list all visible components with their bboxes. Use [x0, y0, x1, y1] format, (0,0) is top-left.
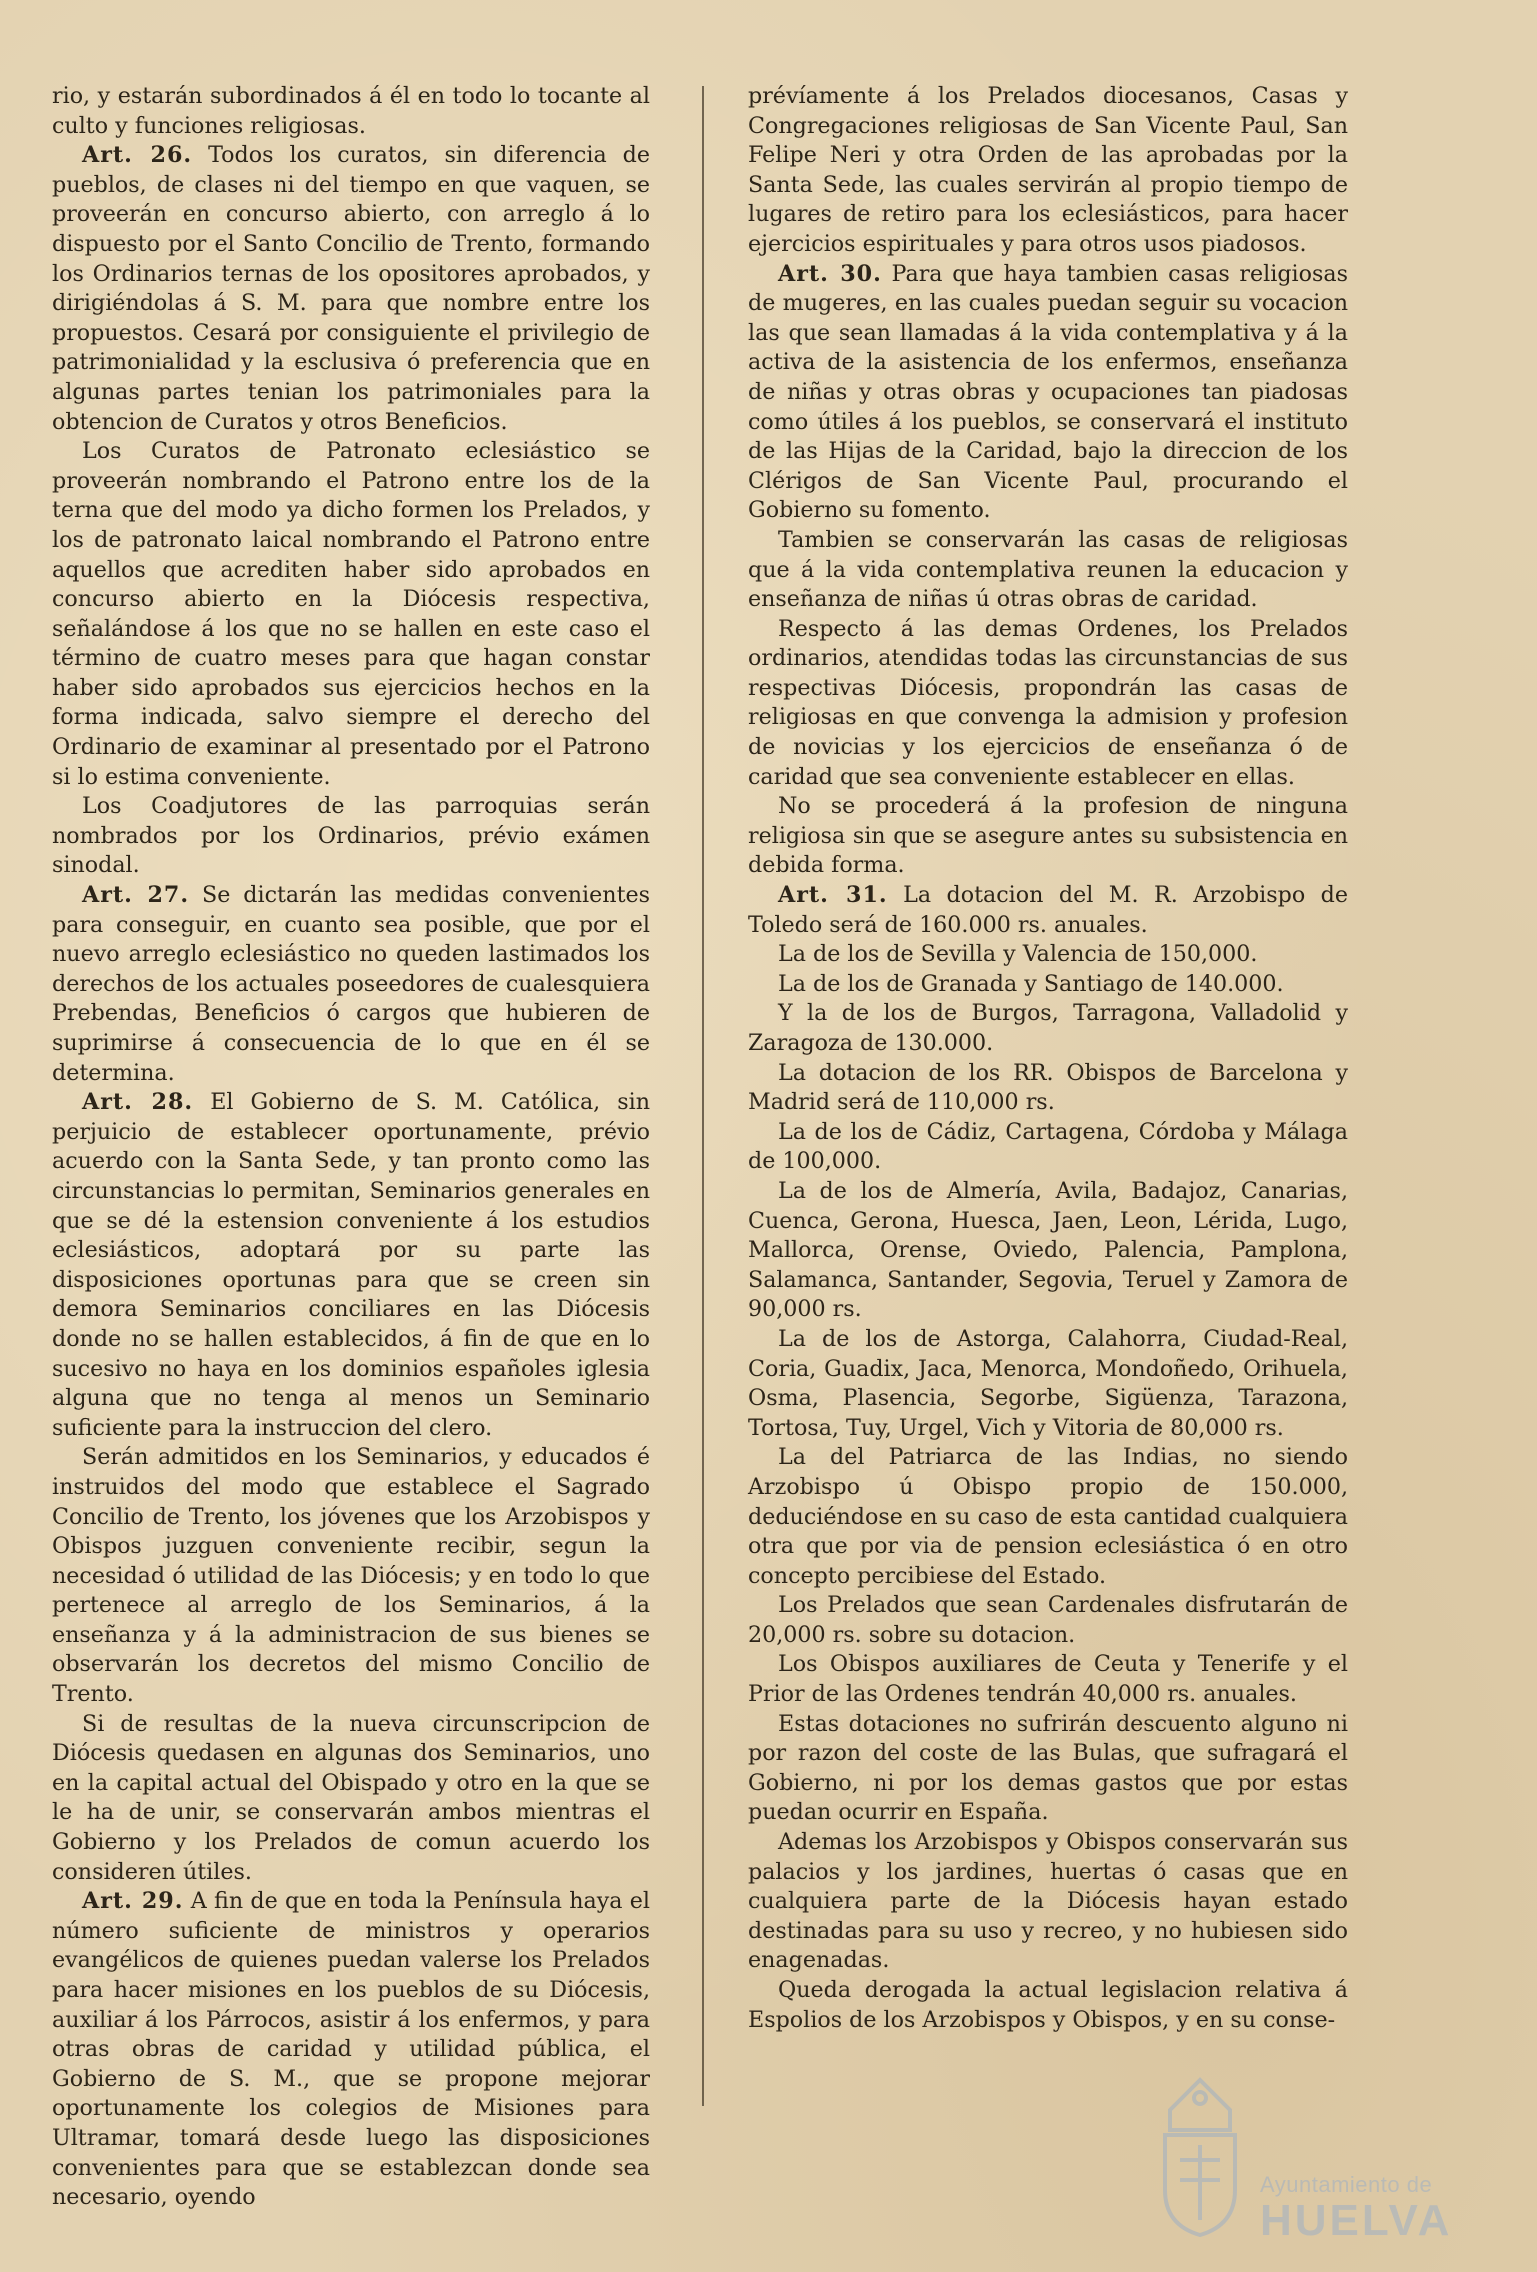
huelva-crest-icon — [1150, 2070, 1250, 2240]
paragraph — [748, 1443, 1348, 1591]
paragraph — [748, 940, 1348, 970]
paragraph-text: La de los de Almería, Avila, Badajoz, Canarias, Cuenca, Gerona, Huesca, Jaen, Leon, Lérida, Lugo, Mallorca, Orense, Oviedo, Palencia, Pamplona, Salamanca, Santander, Segovia, Teruel y Zamora de 90,000 rs. — [748, 1177, 1348, 1323]
right-column — [748, 82, 1348, 2035]
paragraph — [52, 1710, 650, 1888]
paragraph — [748, 792, 1348, 881]
article-number: Art. 30. — [778, 260, 882, 287]
paragraph — [52, 141, 650, 437]
paragraph — [748, 999, 1348, 1058]
paragraph — [748, 1177, 1348, 1325]
paragraph — [748, 1325, 1348, 1443]
paragraph-text: Todos los curatos, sin diferencia de pueblos, de clases ni del tiempo en que vaquen, se proveerán en concurso abierto, con arreglo á lo dispuesto por el Santo Concilio de Trento, formando los Ordinarios ternas de los opositores aprobados, y dirigiéndolas á S. M. para que nombre entre los propuestos. Cesará por consiguiente el privilegio de patrimonialidad y la esclusiva ó preferencia que en algunas partes tenian los patrimoniales para la obtencion de Curatos y otros Beneficios. — [52, 142, 650, 435]
paragraph-text: Ademas los Arzobispos y Obispos conservarán sus palacios y los jardines, huertas ó casas que en cualquiera parte de la Diócesis hayan estado destinadas para su uso y recreo, y no hubiesen sido enagenadas. — [748, 1829, 1348, 1974]
paragraph — [748, 82, 1348, 260]
paragraph-text: Y la de los de Burgos, Tarragona, Valladolid y Zaragoza de 130.000. — [748, 1000, 1348, 1056]
paragraph — [52, 437, 650, 792]
paragraph — [52, 1887, 650, 2213]
paragraph-text: Se dictarán las medidas convenientes para conseguir, en cuanto sea posible, que por el nuevo arreglo eclesiástico no queden lastimados los derechos de los actuales poseedores de cualesquiera Prebendas, Beneficios ó cargos que hubieren de suprimirse á consecuencia de lo que en él se determina. — [52, 882, 651, 1086]
paragraph-text: Los Curatos de Patronato eclesiástico se proveerán nombrando el Patrono entre los de la terna que del modo ya dicho formen los Prelados, y los de patronato laical nombrando el Patrono entre aquellos que acrediten haber sido aprobados en concurso abierto en la Diócesis respectiva, señalándose á los que no se hallen en este caso el término de cuatro meses para que hagan constar haber sido aprobados sus ejercicios hechos en la forma indicada, salvo siempre el derecho del Ordinario de examinar al presentado por el Patrono si lo estima conveniente. — [52, 438, 650, 790]
paragraph-text: Queda derogada la actual legislacion relativa á Espolios de los Arzobispos y Obispos, y en su conse- — [748, 1977, 1348, 2033]
paragraph — [52, 792, 650, 881]
paragraph-text: La dotacion del M. R. Arzobispo de Toledo será de 160.000 rs. anuales. — [748, 882, 1348, 938]
paragraph-text: La de los de Sevilla y Valencia de 150,000. — [778, 941, 1258, 968]
paragraph-text: La de los de Cádiz, Cartagena, Córdoba y Málaga de 100,000. — [748, 1118, 1348, 1175]
paragraph-text: Los Coadjutores de las parroquias serán nombrados por los Ordinarios, prévio exámen sinodal. — [52, 793, 650, 879]
paragraph-text: La de los de Granada y Santiago de 140.000. — [778, 970, 1284, 997]
paragraph — [52, 82, 650, 141]
paragraph-text: Los Obispos auxiliares de Ceuta y Tenerife y el Prior de las Ordenes tendrán 40,000 rs. anuales. — [748, 1651, 1348, 1708]
paragraph — [748, 1710, 1348, 1828]
paragraph-text: Serán admitidos en los Seminarios, y educados é instruidos del modo que establece el Sagrado Concilio de Trento, los jóvenes que los Arzobispos y Obispos juzguen conveniente recibir, segun la necesidad ó utilidad de las Diócesis; y en todo lo que pertenece al arreglo de los Seminarios, á la enseñanza y á la administracion de sus bienes se observarán los decretos del mismo Concilio de Trento. — [52, 1444, 650, 1708]
article-number: Art. 29. — [82, 1888, 184, 1915]
paragraph-text: La del Patriarca de las Indias, no siendo Arzobispo ú Obispo propio de 150.000, deduciéndose en su caso de esta cantidad cualquiera otra que por via de pension eclesiástica ó en otro concepto percibiese del Estado. — [748, 1444, 1348, 1589]
paragraph — [748, 526, 1348, 615]
paragraph — [52, 1443, 650, 1709]
paragraph — [748, 881, 1348, 940]
paragraph-text: Estas dotaciones no sufrirán descuento alguno ni por razon del coste de las Bulas, que sufragará el Gobierno, ni por los demas gastos que por estas puedan ocurrir en España. — [748, 1710, 1348, 1826]
paragraph — [748, 260, 1348, 526]
article-number: Art. 26. — [82, 142, 193, 169]
paragraph-text: Si de resultas de la nueva circunscripcion de Diócesis quedasen en algunas dos Seminarios, uno en la capital actual del Obispado y otro en la que se le ha de unir, se conservarán ambos mientras el Gobierno y los Prelados de comun acuerdo los consideren útiles. — [52, 1710, 650, 1885]
paragraph — [748, 615, 1348, 793]
paragraph-text: No se procederá á la profesion de ninguna religiosa sin que se asegure antes su subsistencia en debida forma. — [748, 793, 1348, 879]
article-number: Art. 27. — [82, 882, 190, 909]
paragraph-text: Tambien se conservarán las casas de religiosas que á la vida contemplativa reunen la educacion y enseñanza de niñas ú otras obras de caridad. — [748, 526, 1348, 613]
paragraph-text: La de los de Astorga, Calahorra, Ciudad-Real, Coria, Guadix, Jaca, Menorca, Mondoñedo, Orihuela, Osma, Plasencia, Segorbe, Sigüenza, Tarazona, Tortosa, Tuy, Urgel, Vich y Vitoria de 80,000 rs. — [748, 1325, 1348, 1441]
paragraph — [748, 1650, 1348, 1709]
huelva-watermark — [1150, 2060, 1453, 2250]
paragraph-text: Los Prelados que sean Cardenales disfrutarán de 20,000 rs. sobre su dotacion. — [748, 1592, 1348, 1648]
paragraph-text: rio, y estarán subordinados á él en todo lo tocante al culto y funciones religiosas. — [52, 83, 650, 139]
paragraph — [748, 1059, 1348, 1118]
paragraph-text: prévíamente á los Prelados diocesanos, Casas y Congregaciones religiosas de San Vicente Paul, San Felipe Neri y otra Orden de las aprobadas por la Santa Sede, las cuales servirán al propio tiempo de lugares de retiro para los eclesiásticos, para hacer ejercicios espirituales y para otros usos piadosos. — [748, 83, 1348, 257]
paragraph-text: A fin de que en toda la Península haya el número suficiente de ministros y operarios evangélicos de quienes puedan valerse los Prelados para hacer misiones en los pueblos de su Diócesis, auxiliar á los Párrocos, asistir á los enfermos, y para otras obras de caridad y utilidad pública, el Gobierno de S. M., que se propone mejorar oportunamente los colegios de Misiones para Ultramar, tomará desde luego las disposiciones convenientes para que se establezcan donde sea necesario, oyendo — [52, 1888, 650, 2211]
left-column — [52, 82, 650, 2213]
article-number: Art. 31. — [778, 882, 888, 909]
paragraph-text: El Gobierno de S. M. Católica, sin perjuicio de establecer oportunamente, prévio acuerdo con la Santa Sede, y tan pronto como las circunstancias lo permitan, Seminarios generales en que se dé la estension conveniente á los estudios eclesiásticos, adoptará por su parte las disposiciones oportunas para que se creen sin demora Seminarios conciliares en las Diócesis donde no se hallen establecidos, á fin de que en lo sucesivo no haya en los dominios españoles iglesia alguna que no tenga al menos un Seminario suficiente para la instruccion del clero. — [52, 1089, 651, 1441]
paragraph — [748, 970, 1348, 1000]
paragraph-text: Para que haya tambien casas religiosas de mugeres, en las cuales puedan seguir su vocacion las que sean llamadas á la vida contemplativa y á la activa de la asistencia de los enfermos, enseñanza de niñas y otras obras y ocupaciones tan piadosas como útiles á los pueblos, se conservará el instituto de las Hijas de la Caridad, bajo la direccion de los Clérigos de San Vicente Paul, procurando el Gobierno su fomento. — [748, 260, 1348, 524]
column-divider — [702, 86, 704, 2106]
watermark-line1: Ayuntamiento de — [1260, 2172, 1433, 2197]
paragraph-text: La dotacion de los RR. Obispos de Barcelona y Madrid será de 110,000 rs. — [748, 1059, 1348, 1116]
paragraph — [748, 1118, 1348, 1177]
paragraph-text: Respecto á las demas Ordenes, los Prelados ordinarios, atendidas todas las circunstancias de sus respectivas Diócesis, propondrán las casas de religiosas en que convenga la admision y profesion de novicias y los ejercicios de enseñanza ó de caridad que sea conveniente establecer en ellas. — [748, 615, 1348, 790]
paragraph — [748, 1591, 1348, 1650]
paragraph — [748, 1976, 1348, 2035]
paragraph — [52, 1088, 650, 1443]
article-number: Art. 28. — [82, 1089, 194, 1116]
paragraph — [748, 1828, 1348, 1976]
paragraph — [52, 881, 650, 1088]
watermark-line2: HUELVA — [1260, 2196, 1453, 2245]
